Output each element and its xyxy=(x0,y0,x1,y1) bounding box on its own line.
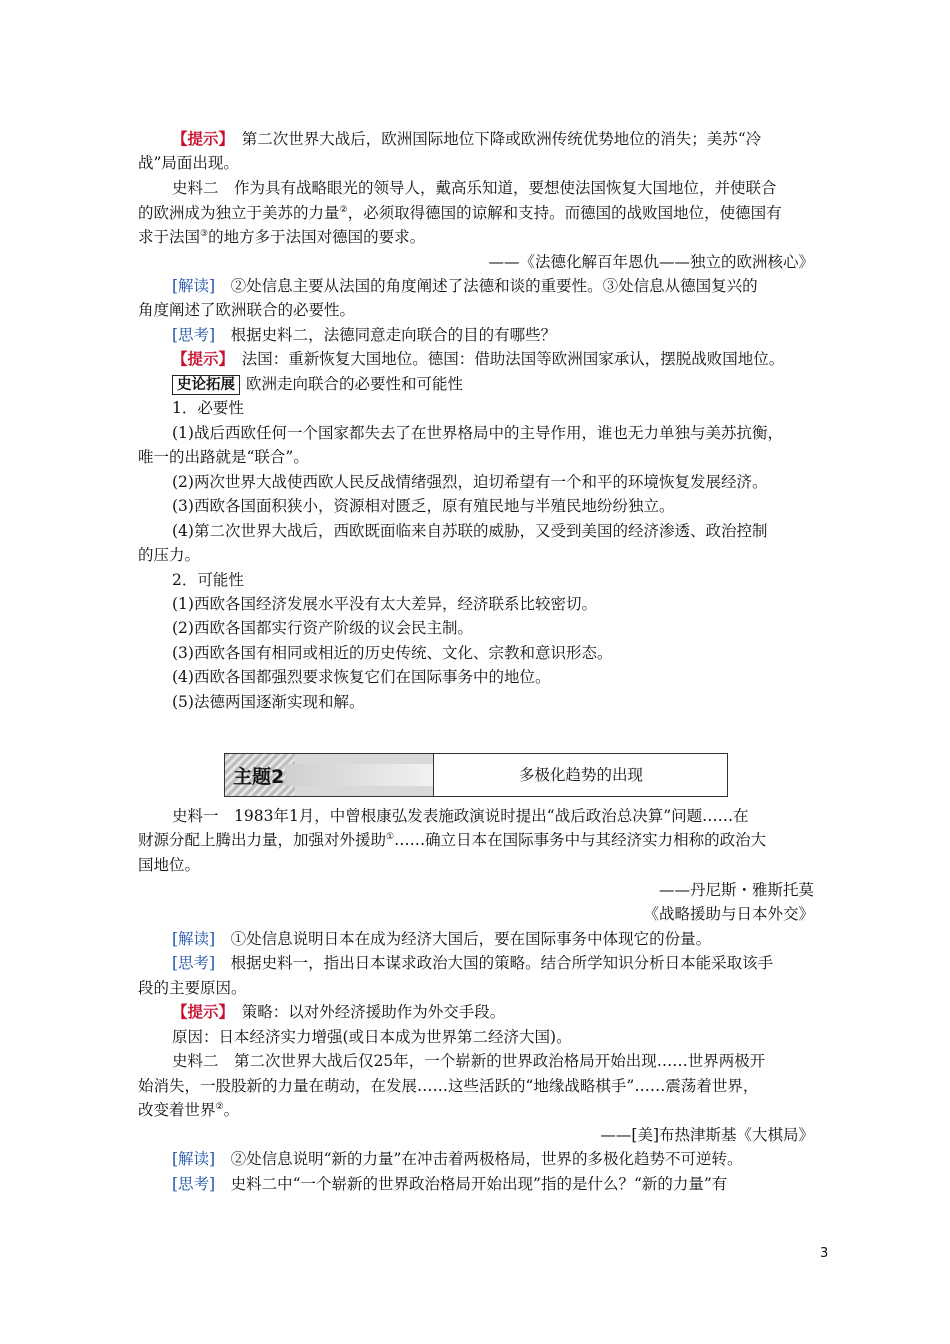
text-segment: 的欧洲成为独立于美苏的力量 xyxy=(138,204,340,222)
text-segment: 2．可能性 xyxy=(172,571,244,589)
text-segment: ……确立日本在国际事务中与其经济实力相称的政治大 xyxy=(394,831,767,849)
text-line xyxy=(172,423,814,443)
text-segment: (4)西欧各国都强烈要求恢复它们在国际事务中的地位。 xyxy=(172,668,551,686)
text-segment: 史料二中“一个崭新的世界政治格局开始出现”指的是什么？“新的力量”有 xyxy=(215,1175,728,1193)
text-segment: 段的主要原因。 xyxy=(138,979,247,997)
text-line xyxy=(138,252,814,272)
text-segment: ②处信息主要从法国的角度阐述了法德和谈的重要性。③处信息从德国复兴的 xyxy=(215,277,758,295)
text-line xyxy=(138,855,814,875)
text-line xyxy=(138,978,814,998)
text-line xyxy=(172,618,814,638)
text-line xyxy=(138,1076,814,1096)
text-segment: 策略：以对外经济援助作为外交手段。 xyxy=(226,1003,506,1021)
text-line xyxy=(172,1149,814,1169)
section-label: [解读] xyxy=(172,1150,216,1168)
text-segment: 。 xyxy=(223,1101,240,1119)
text-line xyxy=(172,521,814,541)
text-segment: 角度阐述了欧洲联合的必要性。 xyxy=(138,301,356,319)
text-line xyxy=(138,300,814,320)
text-segment: (3)西欧各国有相同或相近的历史传统、文化、宗教和意识形态。 xyxy=(172,644,613,662)
text-segment: 财源分配上腾出力量，加强对外援助 xyxy=(138,831,387,849)
text-line xyxy=(172,472,814,492)
text-segment: 的地方多于法国对德国的要求。 xyxy=(208,228,426,246)
text-segment: 的压力。 xyxy=(138,546,201,564)
text-line xyxy=(138,880,814,900)
text-line xyxy=(172,643,814,663)
text-line xyxy=(172,667,814,687)
text-line xyxy=(172,129,814,149)
text-line xyxy=(172,496,814,516)
text-segment: 法国：重新恢复大国地位。德国：借助法国等欧洲国家承认，摆脱战败国地位。 xyxy=(226,350,785,368)
text-line xyxy=(172,398,814,418)
text-line xyxy=(172,692,814,712)
text-line xyxy=(172,570,814,590)
footnote-marker: ② xyxy=(339,204,348,215)
section-label: [思考] xyxy=(172,1175,216,1193)
text-line xyxy=(138,545,814,565)
hint-label: 【提示】 xyxy=(172,129,227,148)
text-line xyxy=(138,203,814,223)
text-segment: (1)西欧各国经济发展水平没有太大差异，经济联系比较密切。 xyxy=(172,595,597,613)
text-segment: (2)两次世界大战使西欧人民反战情绪强烈，迫切希望有一个和平的环境恢复发展经济。 xyxy=(172,473,768,491)
text-segment: ——[美]布热津斯基《大棋局》 xyxy=(600,1126,814,1144)
text-segment: (2)西欧各国都实行资产阶级的议会民主制。 xyxy=(172,619,473,637)
text-segment: (5)法德两国逐渐实现和解。 xyxy=(172,693,365,711)
theme-title: 多极化趋势的出现 xyxy=(518,766,643,784)
text-line xyxy=(172,1027,814,1047)
theme-fade-decoration xyxy=(285,764,433,786)
footnote-marker: ② xyxy=(215,1101,224,1112)
text-line xyxy=(172,953,814,973)
text-segment: ①处信息说明日本在成为经济大国后，要在国际事务中体现它的份量。 xyxy=(215,930,712,948)
text-line xyxy=(172,1002,814,1022)
text-segment: 唯一的出路就是“联合”。 xyxy=(138,448,309,466)
text-segment: 第二次世界大战后，欧洲国际地位下降或欧洲传统优势地位的消失；美苏“冷 xyxy=(226,130,762,148)
text-segment: 原因：日本经济实力增强(或日本成为世界第二经济大国)。 xyxy=(172,1028,572,1046)
text-segment: ②处信息说明“新的力量”在冲击着两极格局，世界的多极化趋势不可逆转。 xyxy=(215,1150,743,1168)
text-segment: (1)战后西欧任何一个国家都失去了在世界格局中的主导作用，谁也无力单独与美苏抗衡， xyxy=(172,424,783,442)
text-line xyxy=(138,904,814,924)
text-segment: (3)西欧各国面积狭小，资源相对匮乏，原有殖民地与半殖民地纷纷独立。 xyxy=(172,497,675,515)
text-segment: 求于法国 xyxy=(138,228,201,246)
text-line xyxy=(138,1100,814,1120)
text-line xyxy=(172,374,814,395)
text-segment: ，必须取得德国的谅解和支持。而德国的战败国地位，使德国有 xyxy=(347,204,782,222)
text-segment: 1．必要性 xyxy=(172,399,244,417)
text-segment: 根据史料二，法德同意走向联合的目的有哪些？ xyxy=(215,326,557,344)
hint-label: 【提示】 xyxy=(172,349,227,368)
text-line xyxy=(138,153,814,173)
text-segment: 史料一 1983年1月，中曾根康弘发表施政演说时提出“战后政治总决算”问题……在 xyxy=(172,807,749,825)
footnote-marker: ① xyxy=(386,831,395,842)
hint-label: 【提示】 xyxy=(172,1002,227,1021)
section-label: [思考] xyxy=(172,326,216,344)
text-line xyxy=(138,447,814,467)
text-segment: 根据史料一，指出日本谋求政治大国的策略。结合所学知识分析日本能采取该手 xyxy=(215,954,774,972)
text-segment: 始消失，一股股新的力量在萌动，在发展……这些活跃的“地缘战略棋手”……震荡着世界， xyxy=(138,1077,759,1095)
text-segment: 欧洲走向联合的必要性和可能性 xyxy=(246,375,464,393)
text-segment: ——《法德化解百年恩仇——独立的欧洲核心》 xyxy=(488,253,814,271)
text-line xyxy=(138,1125,814,1145)
text-segment: ——丹尼斯・雅斯托莫 xyxy=(658,881,814,899)
text-line xyxy=(172,929,814,949)
text-line xyxy=(172,1174,814,1194)
section-label: [解读] xyxy=(172,277,216,295)
text-segment: 战”局面出现。 xyxy=(138,154,239,172)
text-line xyxy=(172,806,814,826)
section-label: [解读] xyxy=(172,930,216,948)
text-line xyxy=(172,349,814,369)
text-line xyxy=(172,178,814,198)
text-line xyxy=(138,227,814,247)
text-segment: 史料二 作为具有战略眼光的领导人，戴高乐知道，要想使法国恢复大国地位，并使联合 xyxy=(172,179,777,197)
text-line xyxy=(172,1051,814,1071)
text-segment: 国地位。 xyxy=(138,856,201,874)
theme-banner xyxy=(224,753,728,797)
text-line xyxy=(172,276,814,296)
text-line xyxy=(172,594,814,614)
text-segment: 改变着世界 xyxy=(138,1101,216,1119)
text-segment: 《战略援助与日本外交》 xyxy=(643,905,814,923)
theme-label: 主题2 xyxy=(233,766,285,788)
text-segment: (4)第二次世界大战后，西欧既面临来自苏联的威胁，又受到美国的经济渗透、政治控制 xyxy=(172,522,768,540)
page-number: 3 xyxy=(820,1246,829,1261)
text-segment: 史料二 第二次世界大战后仅25年，一个崭新的世界政治格局开始出现……世界两极开 xyxy=(172,1052,766,1070)
boxed-tag: 史论拓展 xyxy=(172,375,240,395)
text-line xyxy=(172,325,814,345)
text-line xyxy=(138,830,814,850)
theme-label-box xyxy=(225,754,434,796)
footnote-marker: ③ xyxy=(200,228,209,239)
section-label: [思考] xyxy=(172,954,216,972)
